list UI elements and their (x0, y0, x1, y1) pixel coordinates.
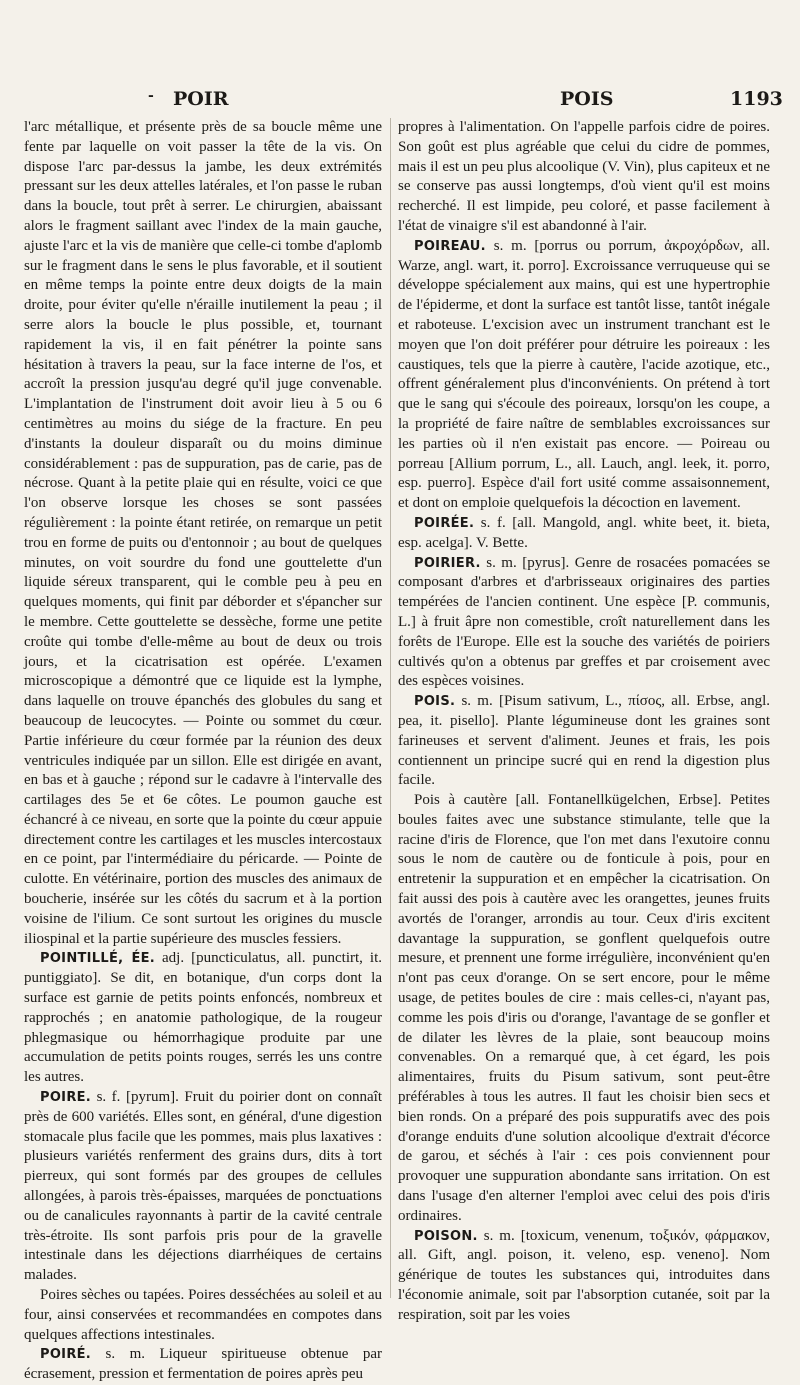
entry-headword: POINTILLÉ, ÉE. (40, 951, 156, 967)
right-column (398, 118, 770, 1326)
continued-paragraph: propres à l'alimentation. On l'appelle parfois cidre de poires. Son goût est plus agréable que celui du cidre de pommes, mais il est un peu plus alcoolique (V. Vin), plus capiteux et ne se conserve pas aussi longtemps, d'où vient qu'il est moins recherché. Il est limpide, peu coloré, et passe facilement à l'état de vinaigre s'il est abandonné à l'air. (398, 119, 770, 234)
entry-headword: POIRÉ. (40, 1347, 92, 1363)
header-center-word: POIS (560, 88, 614, 110)
sub-entry-paragraph: Pois à cautère [all. Fontanellkügelchen, Erbse]. Petites boules faites avec une substance stimulante, telle que la racine d'iris de Florence, que l'on met dans l'exutoire connu sous le nom de cautère ou de fonticule à pois, pour en entretenir la suppuration et en empêcher la cicatrisation. On fait aussi des pois à cautère avec les orangettes, jeunes fruits avortés de l'oranger, arrondis au tour. Ceux d'iris excitent davantage la suppuration, se gonflent quelquefois outre mesure, et prennent une forme irrégulière, inconvénient qu'en n'ont pas ceux d'orange. On se sert encore, pour le même usage, de petites boules de cire : mais celles-ci, n'ayant pas, comme les pois d'iris ou d'orange, l'avantage de se gonfler et de dilater les lèvres de la plaie, sont beaucoup moins convenables. On a remarqué que, à cet égard, les pois alimentaires, fruits du Pisum sativum, sont peut-être préférables à tous les autres. Il faut les choisir bien secs et bien ronds. On a préparé des pois suppuratifs avec des pois d'orange enduits d'une solution alcoolique d'extrait d'écorce de garou, et séchés à l'air : ces pois conviennent pour provoquer une suppuration abondante sans irritation. On est dans l'usage d'en alterner l'emploi avec celui des pois d'iris ordinaires. (398, 792, 770, 1224)
dictionary-entry (398, 514, 770, 554)
entry-text: adj. [puncticulatus, all. punctirt, it. puntiggiato]. Se dit, en botanique, d'un corps dont la surface est garnie de petits points enfoncés, nombreux et rapprochés ; en anatomie pathologique, de la rougeur phlegmasique ou hémorrhagique produite par une accumulation de petits points rouges, serrés les uns contre les autres. (24, 950, 382, 1086)
dictionary-entry (24, 1088, 382, 1286)
running-header (0, 88, 800, 118)
header-dash: - (148, 88, 154, 104)
left-column (24, 118, 382, 1385)
entry-text: s. f. [all. Mangold, angl. white beet, it. bieta, esp. acelga]. V. Bette. (398, 514, 770, 551)
entry-headword: POIRE. (40, 1090, 92, 1106)
entry-text: s. m. [porrus ou porrum, ἀκροχόρδων, all. Warze, angl. wart, it. porro]. Excroissance verruqueuse qui se développe spécialement aux mains, qui est une hypertrophie de l'épiderme, et dont la surface est tantôt lisse, tantôt inégale et raboteuse. L'excision avec un instrument tranchant est le moyen que l'on doit préférer pour détruire les poireaux : les caustiques, tels que la pierre à cautère, l'acide azotique, etc., offrent généralement plus d'inconvénients. On prétend à tort que le sang qui s'écoule des poireaux, lorsqu'on les coupe, a la propriété de faire naître de semblables excroissances sur les parties où il n'en existait pas encore. — Poireau ou porreau [Allium porrum, L., all. Lauch, angl. leek, it. porro, esp. puerro]. Espèce d'ail fort usité comme assaisonnement, et dont on emploie quelquefois la décoction en lavement. (398, 237, 770, 512)
dictionary-entry (398, 237, 770, 514)
entry-headword: POIREAU. (414, 238, 486, 254)
dictionary-entry (398, 554, 770, 693)
sub-entry-paragraph: Poires sèches ou tapées. Poires desséchées au soleil et au four, ainsi conservées et recommandées en compotes dans quelques affections intestinales. (24, 1287, 382, 1343)
entry-text: s. m. [toxicum, venenum, τοξικόν, φάρμακον, all. Gift, angl. poison, it. veleno, esp. veneno]. Nom générique de toutes les substances qui, introduites dans l'économie animale, soit par l'absorption cutanée, soit par la respiration, soit par les voies (398, 1227, 770, 1323)
entry-headword: POIRÉE. (414, 515, 475, 531)
entry-headword: POISON. (414, 1228, 478, 1244)
entry-text: s. m. [Pisum sativum, L., πίσος, all. Erbse, angl. pea, it. pisello]. Plante légumineuse dont les graines sont farineuses et servent d'aliment. Jeunes et frais, les pois contiennent un principe sucré qui en rend la digestion plus facile. (398, 693, 770, 789)
column-divider (390, 118, 391, 1298)
dictionary-entry (398, 1227, 770, 1326)
entry-headword: POIS. (414, 694, 456, 710)
entry-headword: POIRIER. (414, 555, 481, 571)
entry-text: s. f. [pyrum]. Fruit du poirier dont on connaît près de 600 variétés. Elles sont, en général, d'une digestion stomacale plus facile que les pommes, mais plus laxatives : plusieurs variétés renferment des grains durs, dits à tort pierreux, qui sont formés par des groupes de cellules allongées, à parois très-épaisses, marquées de ponctuations ou de canalicules rayonnants à partir de la cavité centrale très-étroite. Ils sont parfois pris pour de la gravelle intestinale dans les déjections diarrhéiques de certains malades. (24, 1089, 382, 1284)
header-left-word: POIR (173, 88, 229, 110)
page-number: 1193 (730, 88, 783, 110)
continued-paragraph: l'arc métallique, et présente près de sa boucle même une fente par laquelle on voit passer la tête de la vis. On dispose l'arc par-dessus la jambe, les deux extrémités pressant sur les deux attelles latérales, et l'on passe le ruban dans la boucle, tout prêt à serrer. Le chirurgien, abaissant alors le fragment saillant avec l'index de la main gauche, ajuste l'arc et la vis de manière que celle-ci tombe d'aplomb sur le fragment dans le sens le plus favorable, et il soutient en même temps la pointe entre deux doigts de la main droite, pour éviter qu'elle n'éraille inutilement la peau ; il serre alors la boucle le plus possible, et, tournant rapidement la vis, il en fait pénétrer la pointe sans hésitation à travers la peau, sur la face interne de l'os, et accroît la pression jusqu'au degré qu'il juge convenable. L'implantation de l'instrument doit avoir lieu à 5 ou 6 centimètres au moins du siége de la fracture. En peu d'instants la douleur disparaît ou du moins diminue considérablement : pas de suppuration, pas de carie, pas de nécrose. Quant à la petite plaie qui en résulte, voici ce que l'on observe lorsque les choses se sont passées régulièrement : la pointe étant retirée, on remarque un petit trou en forme de puits ou d'entonnoir ; au bout de quelques minutes, on voit sourdre du fond une gouttelette d'un liquide séreux transparent, qui le comble peu à peu en quelques moments, qui finit par déborder et s'épancher sur le membre. Cette gouttelette se dessèche, forme une petite croûte qui tombe d'elle-même au bout de deux ou trois jours, et la cicatrisation est opérée. L'examen microscopique a démontré que ce liquide est la lymphe, dans laquelle on trouve épanchés des globules du sang et beaucoup de leucocytes. — Pointe ou sommet du cœur. Partie inférieure du cœur formée par la réunion des deux ventricules indiquée par un sillon. Elle est dirigée en avant, en bas et à gauche ; répond sur le cadavre à l'intervalle des cartilages des 5e et 6e côtes. Le poumon gauche est échancré à ce niveau, en sorte que la pointe du cœur appuie directement contre les cartilages et les muscles intercostaux en ce point, par l'intermédiaire du péricarde. — Pointe de culotte. En vétérinaire, portion des muscles des animaux de boucherie, insérée sur les côtés du sacrum et à la portion voisine de l'ilium. Ce sont surtout les origines du muscle iliospinal et la partie supérieure des muscles fessiers. (24, 119, 382, 947)
dictionary-entry (24, 1345, 382, 1385)
entry-text: s. m. Liqueur spiritueuse obtenue par écrasement, pression et fermentation de poires après peu (24, 1346, 382, 1383)
entry-text: s. m. [pyrus]. Genre de rosacées pomacées se composant d'arbres et d'arbrisseaux originaires des parties tempérées de l'ancien continent. Une espèce [P. communis, L.] à fruit âpre non comestible, croît naturellement dans les forêts de l'Europe. Elle est la souche des variétés de poiriers cultivés qu'on a obtenus par greffes et par croisement avec des espèces voisines. (398, 554, 770, 690)
dictionary-entry (24, 949, 382, 1088)
dictionary-entry (398, 692, 770, 791)
